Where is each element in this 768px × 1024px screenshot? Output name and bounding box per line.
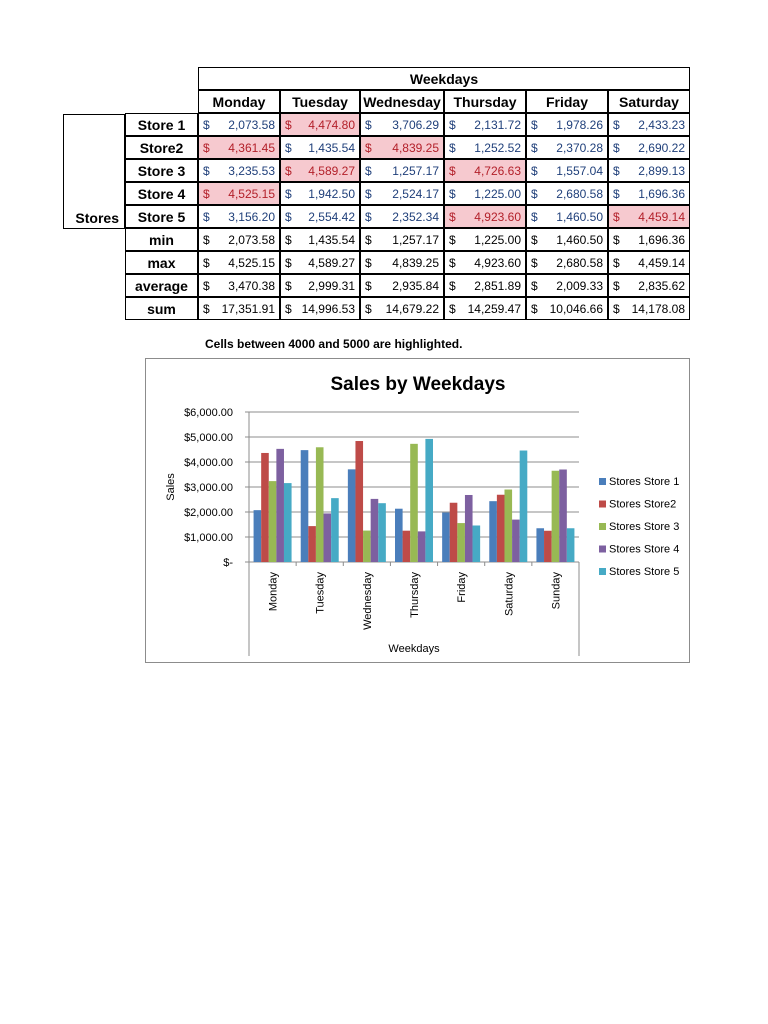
table-cell bbox=[198, 205, 280, 228]
stat-cell bbox=[526, 251, 608, 274]
stores-row-group-label bbox=[63, 114, 125, 229]
chart-bar bbox=[567, 528, 575, 562]
y-tick-label: $3,000.00 bbox=[184, 482, 233, 494]
cell-value: 2,690.22 bbox=[638, 140, 685, 155]
currency-symbol: $ bbox=[365, 278, 372, 293]
cell-value: 1,557.04 bbox=[556, 163, 603, 178]
row-label-min: min bbox=[125, 228, 198, 251]
chart-bar bbox=[520, 451, 528, 562]
x-category-label: Monday bbox=[267, 572, 280, 612]
currency-symbol: $ bbox=[203, 232, 210, 247]
currency-symbol: $ bbox=[285, 255, 292, 270]
cell-value: 1,696.36 bbox=[638, 186, 685, 201]
currency-symbol: $ bbox=[365, 209, 372, 224]
y-axis-title: Sales bbox=[165, 473, 177, 501]
stat-cell bbox=[444, 297, 526, 320]
cell-value: 10,046.66 bbox=[549, 301, 603, 316]
stat-cell bbox=[360, 297, 444, 320]
table-cell bbox=[526, 182, 608, 205]
table-cell bbox=[526, 136, 608, 159]
chart-bar bbox=[261, 453, 269, 562]
table-cell bbox=[198, 182, 280, 205]
day-header-thursday: Thursday bbox=[444, 90, 526, 113]
currency-symbol: $ bbox=[285, 117, 292, 132]
table-cell bbox=[608, 113, 690, 136]
stat-cell bbox=[360, 251, 444, 274]
weekdays-group-header: Weekdays bbox=[198, 67, 690, 90]
currency-symbol: $ bbox=[365, 301, 372, 316]
currency-symbol: $ bbox=[203, 255, 210, 270]
cell-value: 1,252.52 bbox=[474, 140, 521, 155]
chart-bar bbox=[442, 513, 450, 562]
cell-value: 1,257.17 bbox=[392, 163, 439, 178]
currency-symbol: $ bbox=[531, 140, 538, 155]
day-header-friday: Friday bbox=[526, 90, 608, 113]
cell-value: 4,474.80 bbox=[308, 117, 355, 132]
chart-bar bbox=[331, 498, 339, 562]
currency-symbol: $ bbox=[531, 117, 538, 132]
table-cell bbox=[444, 182, 526, 205]
stat-cell bbox=[198, 228, 280, 251]
chart-bar bbox=[497, 495, 505, 562]
chart-bar bbox=[363, 531, 371, 562]
cell-value: 2,999.31 bbox=[308, 278, 355, 293]
table-cell bbox=[526, 205, 608, 228]
cell-value: 4,589.27 bbox=[308, 255, 355, 270]
table-cell bbox=[608, 136, 690, 159]
x-category-label: Sunday bbox=[550, 572, 563, 610]
cell-value: 2,352.34 bbox=[392, 209, 439, 224]
cell-value: 2,433.23 bbox=[638, 117, 685, 132]
stat-cell bbox=[360, 274, 444, 297]
cell-value: 14,259.47 bbox=[467, 301, 521, 316]
row-label-store: Store 1 bbox=[125, 113, 198, 136]
table-cell bbox=[360, 182, 444, 205]
chart-bar bbox=[254, 510, 262, 562]
table-cell bbox=[444, 205, 526, 228]
currency-symbol: $ bbox=[613, 186, 620, 201]
currency-symbol: $ bbox=[365, 117, 372, 132]
currency-symbol: $ bbox=[531, 163, 538, 178]
chart-bar bbox=[301, 450, 309, 562]
table-cell bbox=[444, 113, 526, 136]
chart-bar bbox=[544, 531, 552, 562]
x-category-label: Saturday bbox=[503, 572, 516, 617]
cell-value: 4,589.27 bbox=[308, 163, 355, 178]
currency-symbol: $ bbox=[285, 278, 292, 293]
chart-bar bbox=[536, 528, 544, 562]
chart-bar bbox=[371, 499, 379, 562]
stat-cell bbox=[280, 228, 360, 251]
cell-value: 2,899.13 bbox=[638, 163, 685, 178]
y-tick-label: $6,000.00 bbox=[184, 407, 233, 419]
stat-cell bbox=[444, 274, 526, 297]
stat-cell bbox=[608, 274, 690, 297]
cell-value: 4,525.15 bbox=[228, 255, 275, 270]
cell-value: 2,073.58 bbox=[228, 117, 275, 132]
cell-value: 3,156.20 bbox=[228, 209, 275, 224]
currency-symbol: $ bbox=[449, 278, 456, 293]
table-cell bbox=[444, 136, 526, 159]
chart-bar bbox=[425, 439, 433, 562]
currency-symbol: $ bbox=[613, 117, 620, 132]
cell-value: 4,923.60 bbox=[474, 255, 521, 270]
stat-cell bbox=[608, 251, 690, 274]
currency-symbol: $ bbox=[531, 186, 538, 201]
currency-symbol: $ bbox=[203, 186, 210, 201]
cell-value: 4,459.14 bbox=[638, 255, 685, 270]
currency-symbol: $ bbox=[365, 140, 372, 155]
row-label-store: Store 3 bbox=[125, 159, 198, 182]
cell-value: 17,351.91 bbox=[221, 301, 275, 316]
x-category-label: Thursday bbox=[409, 572, 421, 618]
table-cell bbox=[360, 136, 444, 159]
chart-bar bbox=[504, 490, 512, 562]
stat-cell bbox=[608, 297, 690, 320]
table-cell bbox=[608, 182, 690, 205]
legend-label: Stores Store 1 bbox=[609, 476, 680, 488]
chart-bar bbox=[457, 523, 465, 562]
cell-value: 1,978.26 bbox=[556, 117, 603, 132]
x-category-label: Friday bbox=[456, 572, 469, 603]
cell-value: 2,370.28 bbox=[556, 140, 603, 155]
day-header-wednesday: Wednesday bbox=[360, 90, 444, 113]
chart-bar bbox=[308, 526, 316, 562]
highlight-note: Cells between 4000 and 5000 are highlighted. bbox=[205, 337, 463, 351]
currency-symbol: $ bbox=[365, 255, 372, 270]
currency-symbol: $ bbox=[531, 232, 538, 247]
currency-symbol: $ bbox=[449, 209, 456, 224]
table-cell bbox=[198, 159, 280, 182]
table-cell bbox=[360, 205, 444, 228]
row-label-store: Store 4 bbox=[125, 182, 198, 205]
currency-symbol: $ bbox=[449, 232, 456, 247]
day-header-monday: Monday bbox=[198, 90, 280, 113]
chart-bar bbox=[316, 447, 324, 562]
currency-symbol: $ bbox=[203, 163, 210, 178]
stat-cell bbox=[444, 251, 526, 274]
row-label-store: Store 5 bbox=[125, 205, 198, 228]
table-cell bbox=[608, 205, 690, 228]
currency-symbol: $ bbox=[613, 140, 620, 155]
stat-cell bbox=[526, 297, 608, 320]
chart-bar bbox=[559, 470, 567, 563]
chart-bar bbox=[348, 469, 356, 562]
chart-bar bbox=[276, 449, 284, 562]
table-cell bbox=[198, 113, 280, 136]
table-cell bbox=[280, 182, 360, 205]
currency-symbol: $ bbox=[203, 301, 210, 316]
chart-title: Sales by Weekdays bbox=[330, 374, 506, 395]
chart-bar bbox=[450, 503, 458, 562]
legend-swatch bbox=[599, 523, 606, 530]
cell-value: 3,235.53 bbox=[228, 163, 275, 178]
stat-cell bbox=[198, 297, 280, 320]
y-tick-label: $1,000.00 bbox=[184, 532, 233, 544]
table-cell bbox=[526, 113, 608, 136]
currency-symbol: $ bbox=[285, 209, 292, 224]
currency-symbol: $ bbox=[449, 163, 456, 178]
cell-value: 14,996.53 bbox=[301, 301, 355, 316]
cell-value: 2,073.58 bbox=[228, 232, 275, 247]
sales-chart[interactable] bbox=[145, 358, 690, 663]
chart-bar bbox=[465, 495, 473, 562]
currency-symbol: $ bbox=[365, 186, 372, 201]
x-category-label: Wednesday bbox=[361, 572, 374, 630]
cell-value: 1,225.00 bbox=[474, 232, 521, 247]
cell-value: 2,554.42 bbox=[308, 209, 355, 224]
currency-symbol: $ bbox=[449, 140, 456, 155]
chart-bar bbox=[355, 441, 363, 562]
row-label-store: Store2 bbox=[125, 136, 198, 159]
table-cell bbox=[608, 159, 690, 182]
cell-value: 14,178.08 bbox=[631, 301, 685, 316]
table-cell bbox=[280, 113, 360, 136]
currency-symbol: $ bbox=[203, 117, 210, 132]
currency-symbol: $ bbox=[613, 255, 620, 270]
cell-value: 1,225.00 bbox=[474, 186, 521, 201]
stat-cell bbox=[444, 228, 526, 251]
y-tick-label: $- bbox=[223, 557, 233, 569]
chart-bar bbox=[512, 520, 520, 562]
stat-cell bbox=[526, 228, 608, 251]
currency-symbol: $ bbox=[613, 209, 620, 224]
currency-symbol: $ bbox=[203, 278, 210, 293]
currency-symbol: $ bbox=[285, 301, 292, 316]
chart-bar bbox=[552, 471, 560, 562]
currency-symbol: $ bbox=[613, 278, 620, 293]
day-header-tuesday: Tuesday bbox=[280, 90, 360, 113]
x-category-label: Tuesday bbox=[314, 572, 327, 614]
stat-cell bbox=[198, 251, 280, 274]
cell-value: 4,525.15 bbox=[228, 186, 275, 201]
cell-value: 1,696.36 bbox=[638, 232, 685, 247]
cell-value: 1,942.50 bbox=[308, 186, 355, 201]
cell-value: 4,459.14 bbox=[638, 209, 685, 224]
table-cell bbox=[526, 159, 608, 182]
table-cell bbox=[280, 159, 360, 182]
cell-value: 2,835.62 bbox=[638, 278, 685, 293]
cell-value: 3,706.29 bbox=[392, 117, 439, 132]
stat-cell bbox=[608, 228, 690, 251]
currency-symbol: $ bbox=[365, 232, 372, 247]
table-cell bbox=[360, 113, 444, 136]
stat-cell bbox=[280, 274, 360, 297]
currency-symbol: $ bbox=[203, 209, 210, 224]
cell-value: 2,680.58 bbox=[556, 186, 603, 201]
y-tick-label: $5,000.00 bbox=[184, 432, 233, 444]
cell-value: 2,851.89 bbox=[474, 278, 521, 293]
chart-bar bbox=[284, 483, 292, 562]
currency-symbol: $ bbox=[531, 255, 538, 270]
currency-symbol: $ bbox=[285, 186, 292, 201]
cell-value: 1,460.50 bbox=[556, 232, 603, 247]
row-label-sum: sum bbox=[125, 297, 198, 320]
stores-label: Stores bbox=[75, 210, 119, 226]
table-cell bbox=[198, 136, 280, 159]
cell-value: 3,470.38 bbox=[228, 278, 275, 293]
currency-symbol: $ bbox=[285, 140, 292, 155]
table-cell bbox=[444, 159, 526, 182]
legend-swatch bbox=[599, 501, 606, 508]
currency-symbol: $ bbox=[531, 278, 538, 293]
currency-symbol: $ bbox=[285, 232, 292, 247]
stat-cell bbox=[280, 297, 360, 320]
cell-value: 14,679.22 bbox=[385, 301, 439, 316]
table-cell bbox=[360, 159, 444, 182]
cell-value: 4,839.25 bbox=[392, 255, 439, 270]
chart-bar bbox=[395, 509, 403, 562]
cell-value: 2,935.84 bbox=[392, 278, 439, 293]
chart-bar bbox=[473, 525, 481, 562]
legend-label: Stores Store 5 bbox=[609, 566, 680, 578]
table-cell bbox=[280, 136, 360, 159]
table-cell bbox=[280, 205, 360, 228]
currency-symbol: $ bbox=[285, 163, 292, 178]
chart-canvas bbox=[146, 359, 691, 664]
currency-symbol: $ bbox=[613, 163, 620, 178]
cell-value: 2,680.58 bbox=[556, 255, 603, 270]
chart-bar bbox=[324, 513, 332, 562]
chart-bar bbox=[418, 531, 426, 562]
currency-symbol: $ bbox=[449, 301, 456, 316]
currency-symbol: $ bbox=[531, 301, 538, 316]
legend-label: Stores Store 4 bbox=[609, 543, 680, 556]
day-header-saturday: Saturday bbox=[608, 90, 690, 113]
cell-value: 1,435.54 bbox=[308, 232, 355, 247]
currency-symbol: $ bbox=[449, 186, 456, 201]
currency-symbol: $ bbox=[449, 117, 456, 132]
legend-label: Stores Store 3 bbox=[609, 521, 680, 533]
legend-swatch bbox=[599, 546, 606, 553]
cell-value: 2,524.17 bbox=[392, 186, 439, 201]
legend-swatch bbox=[599, 478, 606, 485]
stat-cell bbox=[526, 274, 608, 297]
cell-value: 4,361.45 bbox=[228, 140, 275, 155]
currency-symbol: $ bbox=[449, 255, 456, 270]
y-tick-label: $2,000.00 bbox=[184, 507, 233, 519]
currency-symbol: $ bbox=[613, 232, 620, 247]
currency-symbol: $ bbox=[203, 140, 210, 155]
chart-bar bbox=[269, 481, 277, 562]
cell-value: 4,726.63 bbox=[474, 163, 521, 178]
stat-cell bbox=[280, 251, 360, 274]
chart-bar bbox=[403, 531, 411, 562]
cell-value: 2,131.72 bbox=[474, 117, 521, 132]
stat-cell bbox=[360, 228, 444, 251]
chart-bar bbox=[489, 501, 497, 562]
cell-value: 4,839.25 bbox=[392, 140, 439, 155]
currency-symbol: $ bbox=[365, 163, 372, 178]
x-axis-title: Weekdays bbox=[388, 643, 440, 655]
legend-label: Stores Store2 bbox=[609, 498, 677, 511]
chart-bar bbox=[378, 503, 386, 562]
cell-value: 4,923.60 bbox=[474, 209, 521, 224]
legend-swatch bbox=[599, 568, 606, 575]
cell-value: 2,009.33 bbox=[556, 278, 603, 293]
row-label-average: average bbox=[125, 274, 198, 297]
currency-symbol: $ bbox=[531, 209, 538, 224]
currency-symbol: $ bbox=[613, 301, 620, 316]
cell-value: 1,460.50 bbox=[556, 209, 603, 224]
stat-cell bbox=[198, 274, 280, 297]
row-label-max: max bbox=[125, 251, 198, 274]
cell-value: 1,435.54 bbox=[308, 140, 355, 155]
cell-value: 1,257.17 bbox=[392, 232, 439, 247]
y-tick-label: $4,000.00 bbox=[184, 457, 233, 469]
chart-bar bbox=[410, 444, 418, 562]
